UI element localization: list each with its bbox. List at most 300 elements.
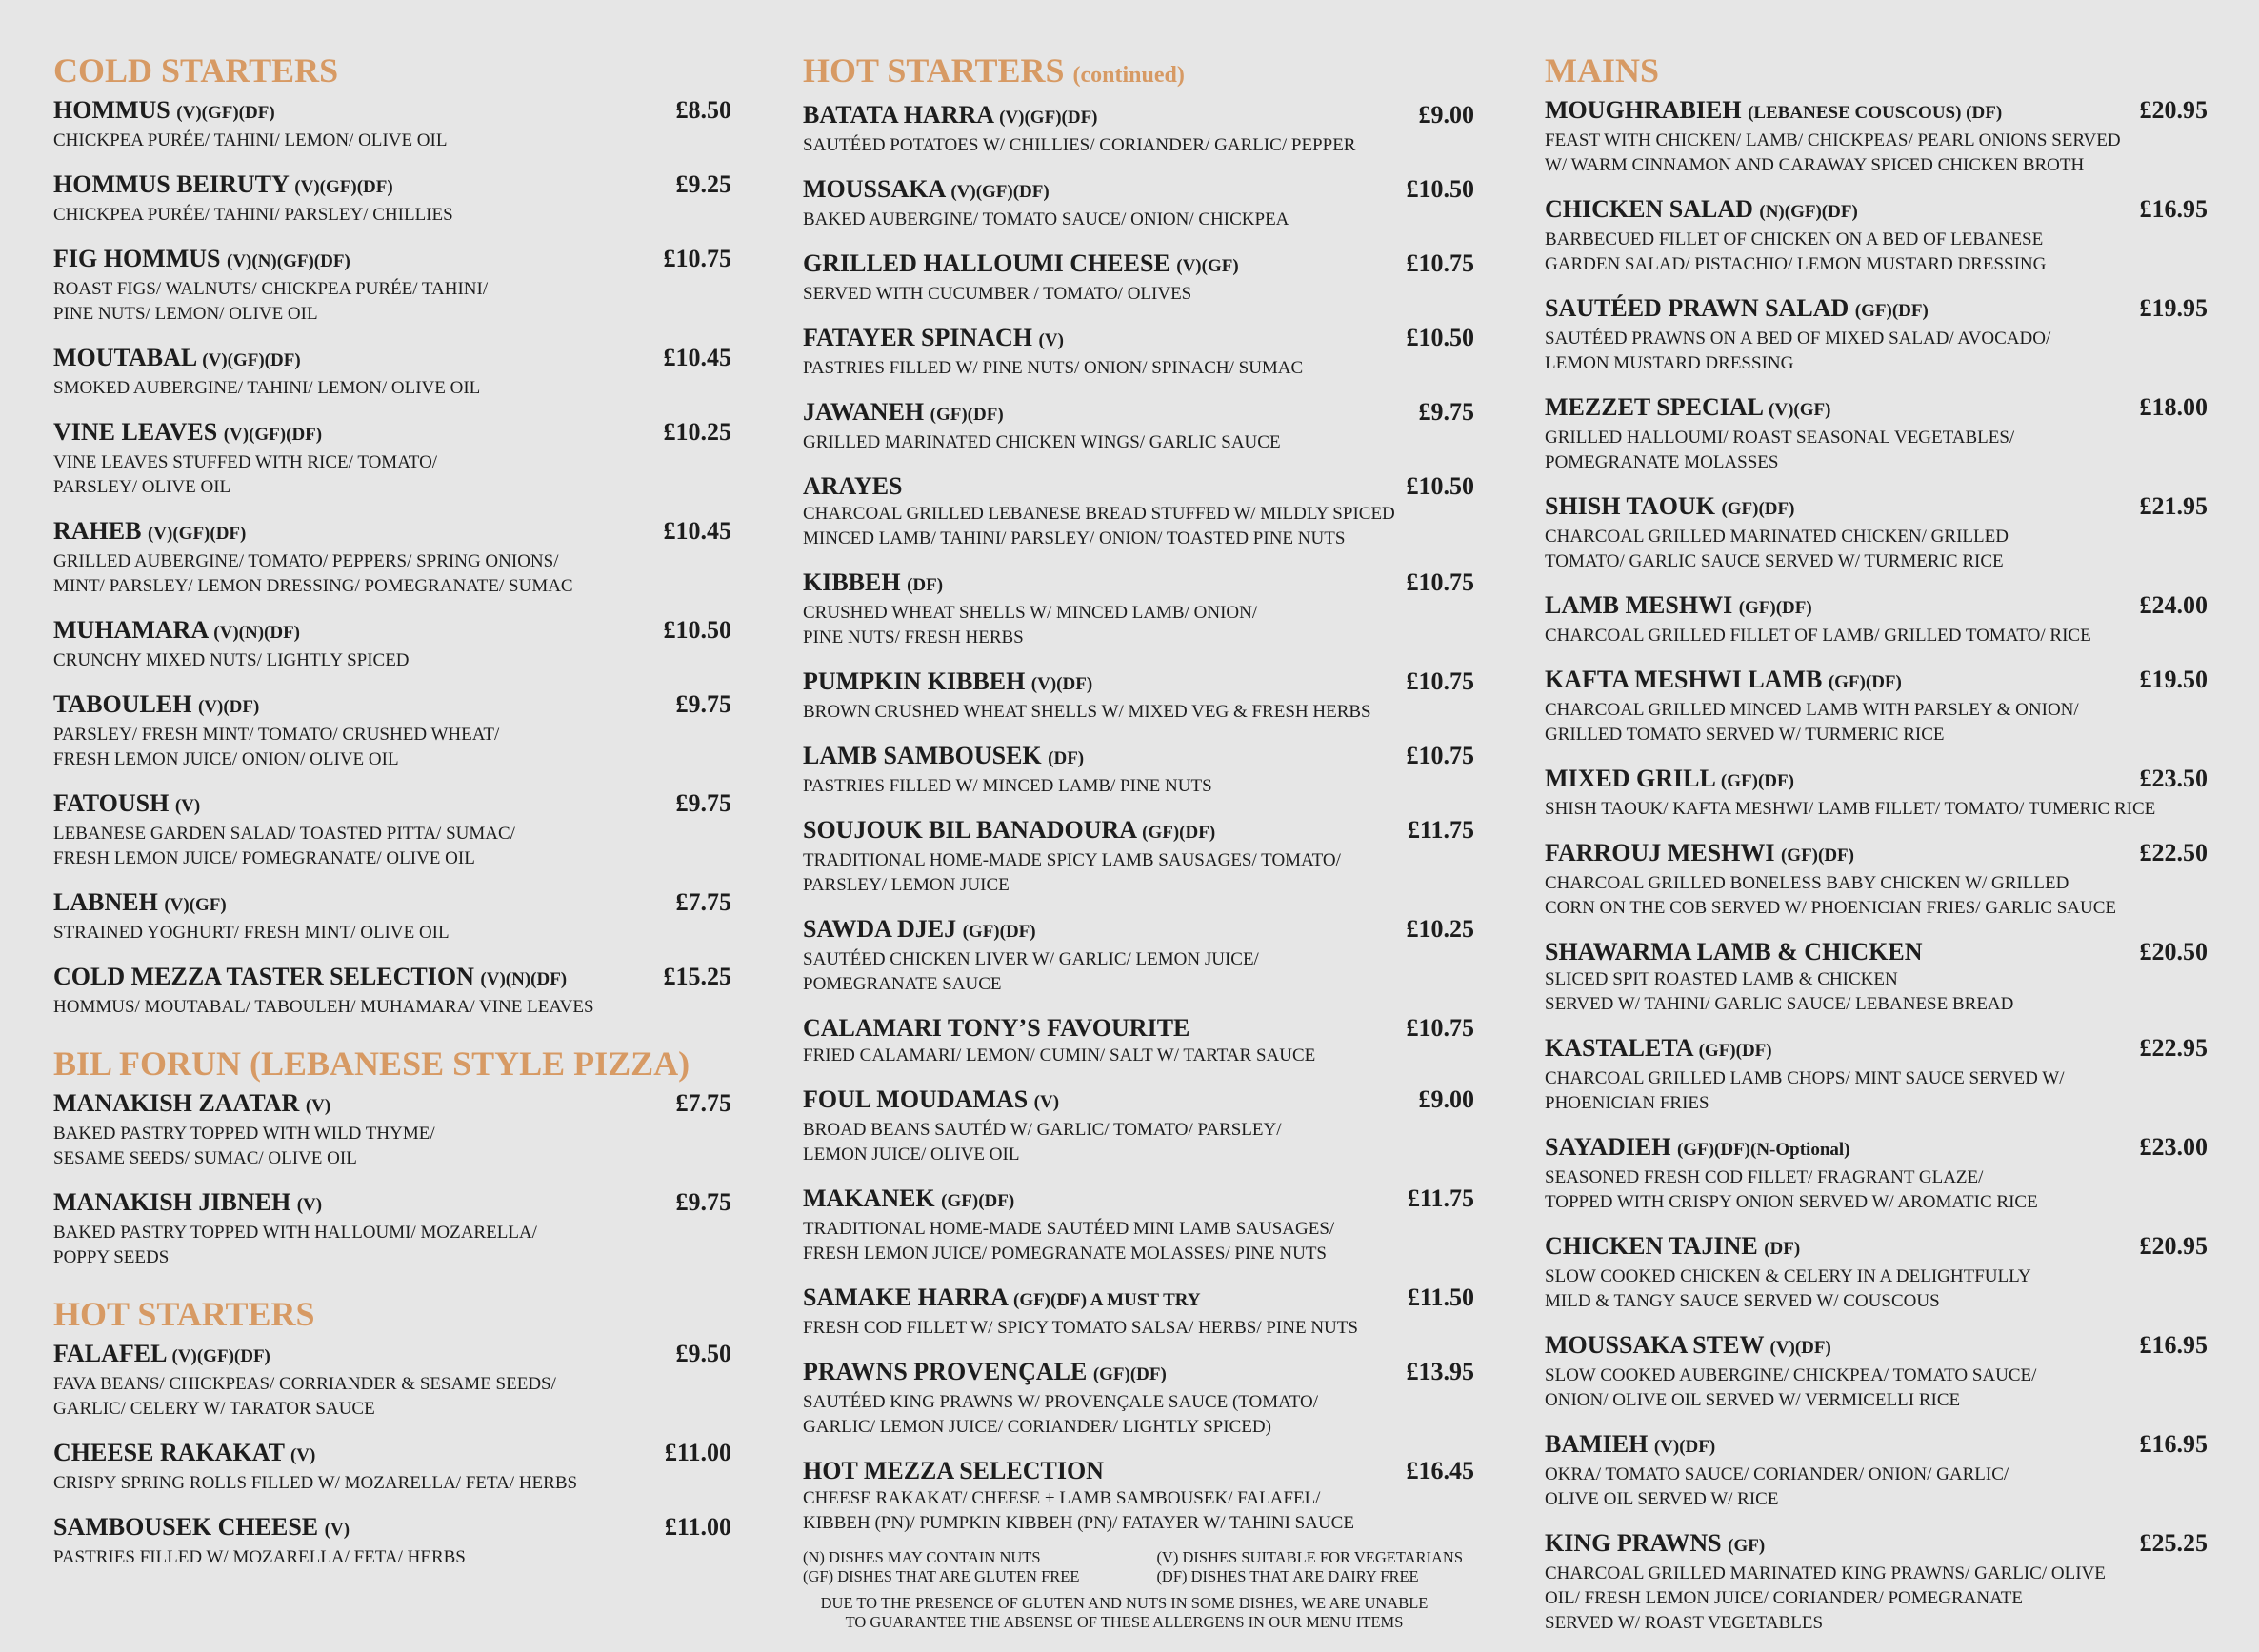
dish-name: MEZZET SPECIAL xyxy=(1545,393,1763,421)
menu-item-header xyxy=(53,1187,731,1221)
dish-description-line: SLOW COOKED AUBERGINE/ CHICKPEA/ TOMATO SAUCE/ xyxy=(1545,1365,2037,1385)
dish-price: £11.50 xyxy=(1407,1284,1474,1311)
dish-name: HOT MEZZA SELECTION xyxy=(803,1457,1104,1484)
dish-price: £9.75 xyxy=(675,1188,731,1216)
menu-item xyxy=(1545,665,2208,747)
dish-price: £10.75 xyxy=(1406,742,1474,769)
dish-description-line: SERVED W/ ROAST VEGETABLES xyxy=(1545,1613,1824,1633)
menu-item-title xyxy=(53,1187,322,1221)
section-title-text: COLD STARTERS xyxy=(53,51,339,90)
menu-item xyxy=(53,417,731,500)
dish-price: £10.75 xyxy=(1406,667,1474,695)
menu-item xyxy=(1545,491,2208,574)
dish-description-line: PINE NUTS/ FRESH HERBS xyxy=(803,627,1024,647)
menu-item-title xyxy=(803,323,1064,356)
section-title xyxy=(53,50,731,91)
dish-name: CHICKEN TAJINE xyxy=(1545,1232,1758,1260)
menu-item-title xyxy=(803,1184,1014,1217)
menu-item-header xyxy=(803,397,1474,430)
section-title xyxy=(1545,50,2208,91)
menu-item-header xyxy=(803,667,1474,700)
dish-description-line: OIL/ FRESH LEMON JUICE/ CORIANDER/ POMEGRANATE xyxy=(1545,1588,2023,1608)
menu-item-header xyxy=(803,1283,1474,1316)
dish-price: £20.95 xyxy=(2139,96,2208,124)
legend-line: (N) DISHES MAY CONTAIN NUTS xyxy=(803,1548,1041,1566)
menu-item-header xyxy=(1545,491,2208,525)
menu-item-title xyxy=(1545,590,1812,624)
dish-name: MIXED GRILL xyxy=(1545,765,1715,792)
dietary-tags: (V) xyxy=(305,1096,331,1116)
dietary-tags: (V)(GF) xyxy=(1769,400,1831,420)
dietary-tags: (GF)(DF) xyxy=(1780,846,1854,866)
dish-name: BATATA HARRA xyxy=(803,101,993,129)
dish-price: £22.95 xyxy=(2139,1034,2208,1062)
dish-description-line: HOMMUS/ MOUTABAL/ TABOULEH/ MUHAMARA/ VINE LEAVES xyxy=(53,997,594,1017)
menu-item-title xyxy=(53,962,567,995)
dietary-tags: (GF) xyxy=(1728,1536,1766,1556)
dietary-tags: (LEBANESE COUSCOUS) (DF) xyxy=(1748,103,2003,123)
dish-name: HOMMUS xyxy=(53,96,170,124)
menu-item-header xyxy=(1545,1528,2208,1562)
dish-name: MAKANEK xyxy=(803,1184,935,1212)
menu-item-header xyxy=(1545,392,2208,426)
dish-description-line: GARDEN SALAD/ PISTACHIO/ LEMON MUSTARD DRESSING xyxy=(1545,254,2047,274)
dish-name: SHISH TAOUK xyxy=(1545,492,1715,520)
menu-item-title xyxy=(53,788,200,822)
dish-description-line: SEASONED FRESH COD FILLET/ FRAGRANT GLAZE/ xyxy=(1545,1167,1984,1187)
dish-description-line: CHARCOAL GRILLED MARINATED KING PRAWNS/ GARLIC/ OLIVE xyxy=(1545,1563,2106,1583)
dish-description-line: LEMON JUICE/ OLIVE OIL xyxy=(803,1144,1020,1164)
menu-item-header xyxy=(53,516,731,549)
menu-item-header xyxy=(53,1512,731,1545)
dish-name: MOUSSAKA STEW xyxy=(1545,1331,1764,1359)
dish-name: PUMPKIN KIBBEH xyxy=(803,667,1026,695)
menu-item-header xyxy=(803,741,1474,774)
dish-description-line: SHISH TAOUK/ KAFTA MESHWI/ LAMB FILLET/ TOMATO/ TUMERIC RICE xyxy=(1545,799,2156,819)
menu-item-title xyxy=(803,471,903,502)
dish-name: MANAKISH JIBNEH xyxy=(53,1188,291,1216)
dish-description-line: KIBBEH (PN)/ PUMPKIN KIBBEH (PN)/ FATAYER W/ TAHINI SAUCE xyxy=(803,1513,1354,1533)
menu-item-header xyxy=(1545,293,2208,327)
menu-item-title xyxy=(803,174,1050,208)
menu-item-header xyxy=(53,1088,731,1122)
dish-description-line: LEMON MUSTARD DRESSING xyxy=(1545,353,1794,373)
menu-item-header xyxy=(803,471,1474,502)
dietary-tags: (V) xyxy=(290,1445,316,1465)
menu-item xyxy=(1545,1429,2208,1512)
dish-description-line: CHARCOAL GRILLED LEBANESE BREAD STUFFED W/ MILDLY SPICED xyxy=(803,504,1395,524)
section-title-text: BIL FORUN (LEBANESE STYLE PIZZA) xyxy=(53,1045,690,1083)
dish-description-line: CRISPY SPRING ROLLS FILLED W/ MOZARELLA/ FETA/ HERBS xyxy=(53,1473,578,1493)
menu-item xyxy=(803,741,1474,799)
dish-name: BAMIEH xyxy=(1545,1430,1649,1458)
menu-item xyxy=(53,169,731,228)
menu-item xyxy=(53,1512,731,1570)
menu-item-header xyxy=(803,100,1474,133)
dish-description-line: PASTRIES FILLED W/ MINCED LAMB/ PINE NUTS xyxy=(803,776,1212,796)
dish-name: CHICKEN SALAD xyxy=(1545,195,1753,223)
dish-description-line: SLICED SPIT ROASTED LAMB & CHICKEN xyxy=(1545,969,1898,989)
menu-item-title xyxy=(53,169,393,203)
dish-price: £16.95 xyxy=(2139,1430,2208,1458)
menu-item-title xyxy=(1545,95,2002,129)
dish-price: £15.25 xyxy=(663,963,731,990)
menu-item xyxy=(803,1456,1474,1536)
menu-item-header xyxy=(803,1184,1474,1217)
menu-item xyxy=(803,914,1474,997)
dish-description-line: PASTRIES FILLED W/ MOZARELLA/ FETA/ HERBS xyxy=(53,1547,466,1567)
dietary-tags: (V)(GF)(DF) xyxy=(294,177,393,197)
dish-price: £18.00 xyxy=(2139,393,2208,421)
menu-item-title xyxy=(1545,194,1858,228)
menu-item xyxy=(1545,838,2208,921)
menu-item xyxy=(803,1013,1474,1068)
menu-item xyxy=(803,100,1474,158)
dietary-tags: (V)(GF) xyxy=(1176,256,1239,276)
dietary-tags: (V)(GF)(DF) xyxy=(176,103,275,123)
dietary-tags: (GF)(DF) xyxy=(1854,301,1929,321)
dish-name: RAHEB xyxy=(53,517,142,545)
menu-item xyxy=(803,667,1474,725)
menu-item xyxy=(53,1438,731,1496)
menu-item-title xyxy=(1545,491,1794,525)
menu-item-title xyxy=(53,343,301,376)
dish-description-line: GARLIC/ LEMON JUICE/ CORIANDER/ LIGHTLY SPICED) xyxy=(803,1417,1271,1437)
dietary-tags: (V)(N)(GF)(DF) xyxy=(227,251,350,271)
legend-line: (V) DISHES SUITABLE FOR VEGETARIANS xyxy=(1156,1548,1463,1566)
dish-price: £20.95 xyxy=(2139,1232,2208,1260)
menu-item-title xyxy=(1545,1033,1772,1066)
menu-item-title xyxy=(803,567,943,601)
dish-name: SAWDA DJEJ xyxy=(803,915,957,943)
menu-item-title xyxy=(53,1512,350,1545)
menu-item-title xyxy=(53,689,259,723)
dish-name: KASTALETA xyxy=(1545,1034,1693,1062)
menu-column-2 xyxy=(803,50,1474,1632)
dish-price: £24.00 xyxy=(2139,591,2208,619)
dish-description-line: PARSLEY/ OLIVE OIL xyxy=(53,477,231,497)
menu-item-header xyxy=(803,1456,1474,1486)
menu-item-title xyxy=(803,249,1239,282)
dietary-tags: (V)(DF) xyxy=(197,697,260,717)
dish-name: FOUL MOUDAMAS xyxy=(803,1085,1029,1113)
dish-name: CALAMARI TONY’S FAVOURITE xyxy=(803,1014,1190,1042)
dish-description-line: FRESH LEMON JUICE/ POMEGRANATE MOLASSES/ PINE NUTS xyxy=(803,1244,1327,1264)
dietary-tags: (V)(GF)(DF) xyxy=(171,1346,270,1366)
dish-description-line: PHOENICIAN FRIES xyxy=(1545,1093,1709,1113)
dietary-tags: (V)(GF)(DF) xyxy=(950,182,1050,202)
dish-name: FIG HOMMUS xyxy=(53,245,221,272)
menu-item-header xyxy=(803,567,1474,601)
allergen-note-line: DUE TO THE PRESENCE OF GLUTEN AND NUTS IN SOME DISHES, WE ARE UNABLE xyxy=(820,1594,1429,1612)
dish-price: £13.95 xyxy=(1406,1358,1474,1385)
dish-description-line: POMEGRANATE SAUCE xyxy=(803,974,1002,994)
dish-price: £11.75 xyxy=(1407,1184,1474,1212)
menu-item xyxy=(53,689,731,772)
dish-description-line: TRADITIONAL HOME-MADE SPICY LAMB SAUSAGES/ TOMATO/ xyxy=(803,850,1341,870)
dietary-tags: (V) xyxy=(1038,330,1064,350)
menu-item-title xyxy=(53,1339,270,1372)
dish-description-line: ROAST FIGS/ WALNUTS/ CHICKPEA PURÉE/ TAHINI/ xyxy=(53,279,489,299)
dish-price: £7.75 xyxy=(675,888,731,916)
menu-item-title xyxy=(1545,1231,1800,1264)
dish-description-line: BAKED PASTRY TOPPED WITH HALLOUMI/ MOZARELLA/ xyxy=(53,1223,537,1243)
dish-price: £10.50 xyxy=(1406,472,1474,500)
menu-item-title xyxy=(803,100,1098,133)
menu-item-header xyxy=(53,95,731,129)
dietary-tags: (GF)(DF) xyxy=(1142,823,1216,843)
dish-price: £11.00 xyxy=(664,1439,731,1466)
dish-price: £25.25 xyxy=(2139,1529,2208,1557)
dish-name: VINE LEAVES xyxy=(53,418,218,446)
dietary-tags: (N)(GF)(DF) xyxy=(1759,202,1858,222)
menu-item-title xyxy=(803,1013,1189,1044)
dish-price: £10.50 xyxy=(1406,175,1474,203)
dietary-tags: (V)(DF) xyxy=(1653,1437,1716,1457)
menu-item-header xyxy=(1545,590,2208,624)
menu-item-header xyxy=(1545,1132,2208,1165)
dietary-tags: (V) xyxy=(174,796,201,816)
dish-price: £19.50 xyxy=(2139,666,2208,693)
dish-name: HOMMUS BEIRUTY xyxy=(53,170,289,198)
dietary-tags: (V)(GF)(DF) xyxy=(202,350,301,370)
menu-item xyxy=(53,1088,731,1171)
menu-item-title xyxy=(1545,1330,1831,1363)
dish-description-line: CHICKPEA PURÉE/ TAHINI/ LEMON/ OLIVE OIL xyxy=(53,130,448,150)
dish-name: MOUSSAKA xyxy=(803,175,945,203)
dish-price: £11.00 xyxy=(664,1513,731,1541)
dietary-tags: (V) xyxy=(1033,1092,1060,1112)
menu-item xyxy=(1545,590,2208,648)
menu-item xyxy=(53,95,731,153)
dish-description-line: SERVED W/ TAHINI/ GARLIC SAUCE/ LEBANESE BREAD xyxy=(1545,994,2014,1014)
dish-description-line: CHARCOAL GRILLED MARINATED CHICKEN/ GRILLED xyxy=(1545,527,2009,547)
menu-item xyxy=(803,1283,1474,1341)
menu-item-header xyxy=(803,1357,1474,1390)
dish-description-line: GRILLED TOMATO SERVED W/ TURMERIC RICE xyxy=(1545,725,1945,745)
dietary-tags: (GF)(DF) xyxy=(930,405,1004,425)
dish-name: FARROUJ MESHWI xyxy=(1545,839,1775,866)
dish-name: PRAWNS PROVENÇALE xyxy=(803,1358,1088,1385)
dish-name: MOUGHRABIEH xyxy=(1545,96,1742,124)
dish-name: SHAWARMA LAMB & CHICKEN xyxy=(1545,938,1923,965)
dietary-tags: (GF)(DF) xyxy=(1721,499,1795,519)
menu-item-title xyxy=(1545,838,1854,871)
dietary-tags: (GF)(DF) xyxy=(1828,672,1902,692)
dish-price: £8.50 xyxy=(675,96,731,124)
dish-name: MANAKISH ZAATAR xyxy=(53,1089,300,1117)
menu-item xyxy=(1545,1528,2208,1636)
dish-name: LABNEH xyxy=(53,888,158,916)
menu-item-header xyxy=(53,244,731,277)
dish-name: TABOULEH xyxy=(53,690,192,718)
dish-price: £10.25 xyxy=(1406,915,1474,943)
menu-item-title xyxy=(1545,1132,1850,1165)
dish-price: £9.75 xyxy=(675,690,731,718)
dietary-tags: (GF)(DF)(N-Optional) xyxy=(1676,1140,1850,1160)
dish-name: LAMB MESHWI xyxy=(1545,591,1733,619)
menu-item-header xyxy=(1545,937,2208,967)
dish-price: £9.75 xyxy=(675,789,731,817)
menu-item-title xyxy=(1545,293,1929,327)
dietary-legend xyxy=(803,1548,1474,1586)
dish-name: KIBBEH xyxy=(803,568,901,596)
menu-item xyxy=(803,397,1474,455)
menu-item-header xyxy=(53,1438,731,1471)
dish-description-line: LEBANESE GARDEN SALAD/ TOASTED PITTA/ SUMAC/ xyxy=(53,824,515,844)
section-title xyxy=(53,1293,731,1335)
menu-item-title xyxy=(1545,1528,1765,1562)
dish-description-line: CHARCOAL GRILLED MINCED LAMB WITH PARSLEY & ONION/ xyxy=(1545,700,2079,720)
dish-name: KING PRAWNS xyxy=(1545,1529,1722,1557)
dish-description-line: BROWN CRUSHED WHEAT SHELLS W/ MIXED VEG & FRESH HERBS xyxy=(803,702,1371,722)
dish-description-line: FEAST WITH CHICKEN/ LAMB/ CHICKPEAS/ PEARL ONIONS SERVED xyxy=(1545,130,2121,150)
dietary-tags: (GF)(DF) xyxy=(1092,1364,1167,1384)
menu-item-header xyxy=(53,169,731,203)
menu-item-header xyxy=(53,788,731,822)
menu-item xyxy=(53,343,731,401)
menu-item xyxy=(53,1187,731,1270)
menu-column-1 xyxy=(53,50,731,1586)
menu-item-header xyxy=(803,914,1474,947)
dish-description-line: POPPY SEEDS xyxy=(53,1247,170,1267)
legend-right xyxy=(1156,1548,1463,1586)
dish-description-line: CHARCOAL GRILLED FILLET OF LAMB/ GRILLED TOMATO/ RICE xyxy=(1545,626,2091,646)
dish-price: £10.45 xyxy=(663,517,731,545)
menu-item xyxy=(53,615,731,673)
menu-item-title xyxy=(803,815,1215,848)
menu-item xyxy=(1545,1330,2208,1413)
dish-price: £22.50 xyxy=(2139,839,2208,866)
dish-name: SAMAKE HARRA xyxy=(803,1284,1008,1311)
menu-column-3 xyxy=(1545,50,2208,1652)
menu-item xyxy=(53,788,731,871)
dietary-tags: (GF)(DF) xyxy=(941,1191,1015,1211)
menu-item xyxy=(803,323,1474,381)
dish-description-line: CRUNCHY MIXED NUTS/ LIGHTLY SPICED xyxy=(53,650,410,670)
dish-description-line: GRILLED MARINATED CHICKEN WINGS/ GARLIC SAUCE xyxy=(803,432,1281,452)
dietary-tags: (V)(GF)(DF) xyxy=(999,108,1098,128)
menu-item-title xyxy=(53,417,322,450)
menu-item xyxy=(53,962,731,1020)
dish-name: FATOUSH xyxy=(53,789,170,817)
dish-name: SAMBOUSEK CHEESE xyxy=(53,1513,319,1541)
menu-item-header xyxy=(1545,95,2208,129)
menu-item-header xyxy=(1545,194,2208,228)
dish-name: CHEESE RAKAKAT xyxy=(53,1439,285,1466)
dish-description-line: SMOKED AUBERGINE/ TAHINI/ LEMON/ OLIVE OIL xyxy=(53,378,481,398)
menu-item-title xyxy=(803,1357,1167,1390)
dish-name: SAYADIEH xyxy=(1545,1133,1671,1161)
dish-description-line: W/ WARM CINNAMON AND CARAWAY SPICED CHICKEN BROTH xyxy=(1545,155,2085,175)
menu-item-header xyxy=(803,249,1474,282)
menu-item-title xyxy=(53,1438,315,1471)
dish-price: £9.25 xyxy=(675,170,731,198)
dietary-tags: (V) xyxy=(324,1520,350,1540)
dish-description-line: PINE NUTS/ LEMON/ OLIVE OIL xyxy=(53,304,318,324)
dish-price: £16.45 xyxy=(1406,1457,1474,1484)
menu-item-title xyxy=(53,516,246,549)
dish-name: MOUTABAL xyxy=(53,344,196,371)
menu-item-header xyxy=(53,689,731,723)
dish-name: COLD MEZZA TASTER SELECTION xyxy=(53,963,474,990)
menu-item xyxy=(803,815,1474,898)
menu-item-title xyxy=(803,1456,1104,1486)
menu-item xyxy=(803,249,1474,307)
dish-price: £10.45 xyxy=(663,344,731,371)
dish-description-line: FAVA BEANS/ CHICKPEAS/ CORRIANDER & SESAME SEEDS/ xyxy=(53,1374,556,1394)
dietary-tags: (V)(N)(DF) xyxy=(480,969,568,989)
dish-price: £16.95 xyxy=(2139,195,2208,223)
dietary-tags: (V)(DF) xyxy=(1030,674,1093,694)
dish-price: £21.95 xyxy=(2139,492,2208,520)
menu-item-title xyxy=(1545,392,1830,426)
dish-description-line: FRESH COD FILLET W/ SPICY TOMATO SALSA/ HERBS/ PINE NUTS xyxy=(803,1318,1358,1338)
dish-price: £9.00 xyxy=(1418,1085,1474,1113)
dietary-tags: (DF) xyxy=(1764,1239,1801,1259)
dish-description-line: SAUTÉED KING PRAWNS W/ PROVENÇALE SAUCE (TOMATO/ xyxy=(803,1392,1319,1412)
dish-price: £9.50 xyxy=(675,1340,731,1367)
menu-item-title xyxy=(53,615,300,648)
dietary-tags: (GF)(DF) xyxy=(1720,771,1794,791)
menu-item-header xyxy=(1545,1231,2208,1264)
dish-price: £10.75 xyxy=(1406,1014,1474,1042)
dish-name: GRILLED HALLOUMI CHEESE xyxy=(803,249,1170,277)
dietary-tags: (DF) xyxy=(907,575,944,595)
dish-description-line: OKRA/ TOMATO SAUCE/ CORIANDER/ ONION/ GARLIC/ xyxy=(1545,1464,2009,1484)
menu-item-header xyxy=(1545,838,2208,871)
dish-price: £9.75 xyxy=(1418,398,1474,426)
dish-description-line: PARSLEY/ LEMON JUICE xyxy=(803,875,1010,895)
menu-item-header xyxy=(53,1339,731,1372)
dish-description-line: SESAME SEEDS/ SUMAC/ OLIVE OIL xyxy=(53,1148,357,1168)
dish-name: MUHAMARA xyxy=(53,616,208,644)
menu-item-title xyxy=(53,95,275,129)
dietary-tags: (V)(GF)(DF) xyxy=(223,425,323,445)
menu-item xyxy=(803,1085,1474,1167)
section-title xyxy=(53,1043,731,1085)
menu-item-title xyxy=(1545,665,1902,698)
dish-description-line: PARSLEY/ FRESH MINT/ TOMATO/ CRUSHED WHEAT/ xyxy=(53,725,500,745)
dish-price: £23.50 xyxy=(2139,765,2208,792)
section-title xyxy=(803,50,1474,96)
allergen-note-line: TO GUARANTEE THE ABSENSE OF THESE ALLERGENS IN OUR MENU ITEMS xyxy=(845,1613,1404,1631)
menu-item-header xyxy=(803,174,1474,208)
dish-name: KAFTA MESHWI LAMB xyxy=(1545,666,1823,693)
menu-item-header xyxy=(53,887,731,921)
dish-description-line: OLIVE OIL SERVED W/ RICE xyxy=(1545,1489,1779,1509)
dietary-tags: (V)(N)(DF) xyxy=(213,623,300,643)
dish-price: £7.75 xyxy=(675,1089,731,1117)
dish-description-line: TOMATO/ GARLIC SAUCE SERVED W/ TURMERIC RICE xyxy=(1545,551,2004,571)
dish-price: £23.00 xyxy=(2139,1133,2208,1161)
menu-item-title xyxy=(803,1085,1059,1118)
dietary-tags: (V)(GF)(DF) xyxy=(147,524,247,544)
menu-item-header xyxy=(803,815,1474,848)
dish-description-line: MILD & TANGY SAUCE SERVED W/ COUSCOUS xyxy=(1545,1291,1940,1311)
dish-description-line: BAKED AUBERGINE/ TOMATO SAUCE/ ONION/ CHICKPEA xyxy=(803,209,1289,229)
menu-item-title xyxy=(1545,764,1794,797)
section-title-text: MAINS xyxy=(1545,51,1660,90)
dish-description-line: CHARCOAL GRILLED BONELESS BABY CHICKEN W/ GRILLED xyxy=(1545,873,2069,893)
menu-item-title xyxy=(1545,937,1923,967)
menu-item xyxy=(1545,1231,2208,1314)
dish-description-line: BARBECUED FILLET OF CHICKEN ON A BED OF LEBANESE xyxy=(1545,229,2044,249)
dish-description-line: MINCED LAMB/ TAHINI/ PARSLEY/ ONION/ TOASTED PINE NUTS xyxy=(803,528,1346,548)
dish-description-line: BROAD BEANS SAUTÉD W/ GARLIC/ TOMATO/ PARSLEY/ xyxy=(803,1120,1282,1140)
menu-item xyxy=(1545,95,2208,178)
legend-line: (DF) DISHES THAT ARE DAIRY FREE xyxy=(1156,1567,1419,1585)
